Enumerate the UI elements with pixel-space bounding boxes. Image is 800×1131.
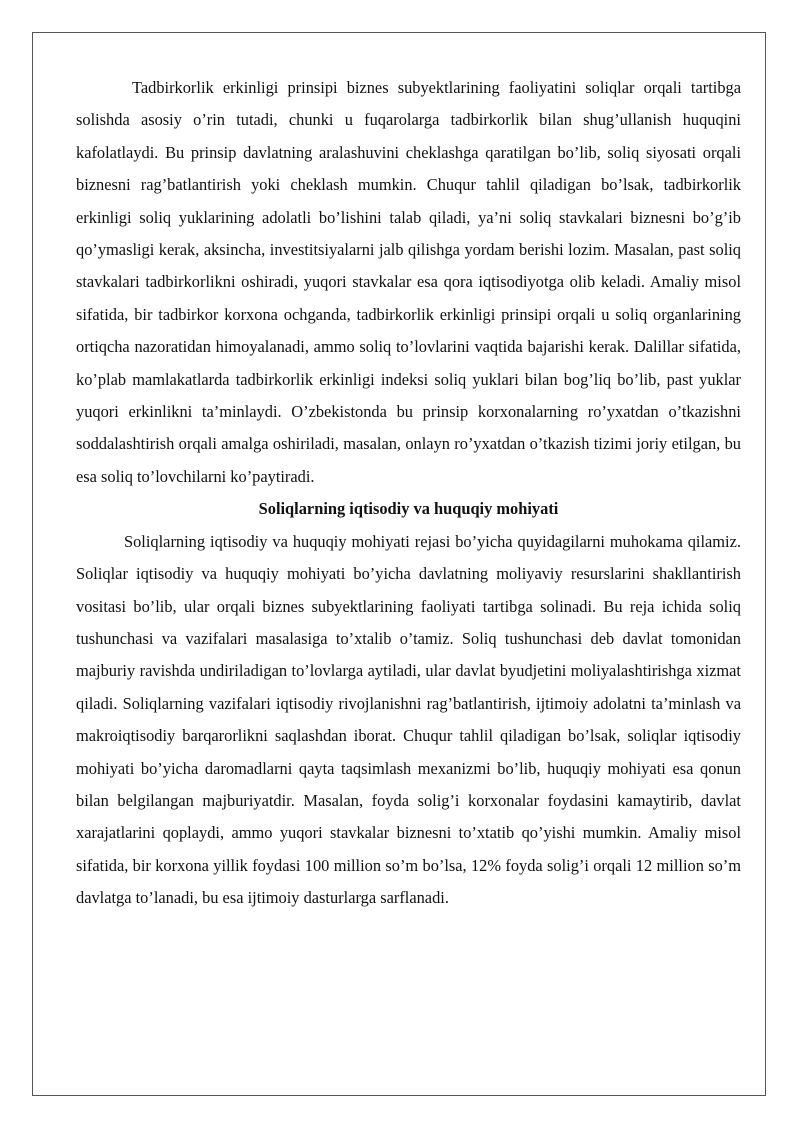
section-heading: Soliqlarning iqtisodiy va huquqiy mohiyati <box>258 499 559 519</box>
paragraph-tax-essence: Soliqlarning iqtisodiy va huquqiy mohiyati rejasi bo’yicha quyidagilarni muhokama qilamiz. Soliqlar iqtisodiy va huquqiy mohiyati bo’yicha davlatning moliyaviy resurslarini shakllantirish vositasi bo’lib, ular orqali biznes subyektlarining faoliyati tartibga solinadi. Bu reja ichida soliq tushunchasi va vazifalari masalasiga to’xtalib o’tamiz. Soliq tushunchasi deb davlat tomonidan majburiy ravishda undiriladigan to’lovlarga aytiladi, ular davlat byudjetini moliyalashtirishga xizmat qiladi. Soliqlarning vazifalari iqtisodiy rivojlanishni rag’batlantirish, ijtimoiy adolatni ta’minlash va makroiqtisodiy barqarorlikni saqlashdan iborat. Chuqur tahlil qiladigan bo’lsak, soliqlar iqtisodiy mohiyati bo’yicha daromadlarni qayta taqsimlash mexanizmi bo’lib, huquqiy mohiyati esa qonun bilan belgilangan majburiyatdir. Masalan, foyda solig’i korxonalar foydasini kamaytirib, davlat xarajatlarini qoplaydi, ammo yuqori stavkalar biznesni to’xtatib qo’yishi mumkin. Amaliy misol sifatida, bir korxona yillik foydasi 100 million so’m bo’lsa, 12% foyda solig’i orqali 12 million so’m davlatga to’lanadi, bu esa ijtimoiy dasturlarga sarflanadi. <box>76 531 741 908</box>
document-body <box>76 72 741 915</box>
paragraph-entrepreneurship-freedom: Tadbirkorlik erkinligi prinsipi biznes subyektlarining faoliyatini soliqlar orqali tartibga solishda asosiy o’rin tutadi, chunki u fuqarolarga tadbirkorlik bilan shug’ullanish huquqini kafolatlaydi. Bu prinsip davlatning aralashuvini cheklashga qaratilgan bo’lib, soliq siyosati orqali biznesni rag’batlantirish yoki cheklash mumkin. Chuqur tahlil qiladigan bo’lsak, tadbirkorlik erkinligi soliq yuklarining adolatli bo’lishini talab qiladi, ya’ni soliq stavkalari biznesni bo’g’ib qo’ymasligi kerak, aksincha, investitsiyalarni jalb qilishga yordam berishi lozim. Masalan, past soliq stavkalari tadbirkorlikni oshiradi, yuqori stavkalar esa qora iqtisodiyotga olib keladi. Amaliy misol sifatida, bir tadbirkor korxona ochganda, tadbirkorlik erkinligi prinsipi orqali u soliq organlarining ortiqcha nazoratidan himoyalanadi, ammo soliq to’lovlarini vaqtida bajarishi kerak. Dalillar sifatida, ko’plab mamlakatlarda tadbirkorlik erkinligi indeksi soliq yuklari bilan bog’liq bo’lib, past yuklar yuqori erkinlikni ta’minlaydi. O’zbekistonda bu prinsip korxonalarning ro’yxatdan o’tkazishni soddalashtirish orqali amalga oshiriladi, masalan, onlayn ro’yxatdan o’tkazish tizimi joriy etilgan, bu esa soliq to’lovchilarni ko’paytiradi. <box>76 78 741 486</box>
